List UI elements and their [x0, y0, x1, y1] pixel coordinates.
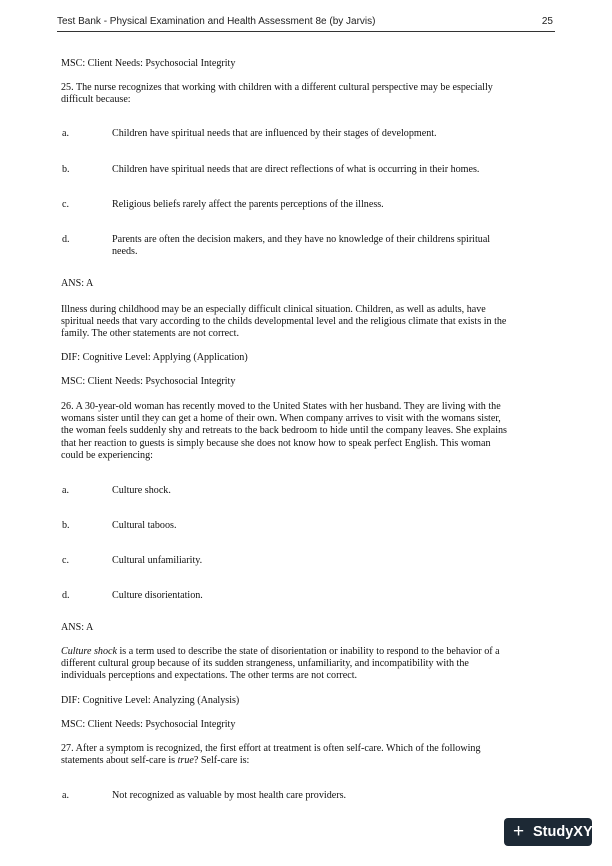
page-header: [57, 15, 555, 32]
option-text: Cultural taboos.: [112, 520, 177, 531]
option-text: Cultural unfamiliarity.: [112, 555, 203, 566]
stem-emphasis: true: [177, 755, 194, 767]
question-25-stem: [61, 82, 551, 106]
rationale-26: [61, 646, 551, 683]
page-number: 25: [541, 16, 553, 27]
rationale-line: is a term used to describe the state of disorientation or inability to respond to the behavior of a: [116, 646, 500, 657]
option-letter: d.: [62, 234, 70, 245]
option-letter: c.: [62, 199, 70, 210]
rationale-25: [61, 304, 551, 341]
rationale-term: Culture shock: [61, 646, 117, 657]
option-text: [112, 234, 544, 258]
question-26-stem: [61, 401, 551, 462]
rationale-line: spiritual needs that vary according to the childs developmental level and the religious climate that exists in the: [61, 316, 507, 328]
stem-line: statements about self-care is: [61, 755, 178, 767]
option-letter: a.: [62, 485, 70, 496]
option-letter: c.: [62, 555, 70, 566]
stem-line: 25. The nurse recognizes that working with children with a different cultural perspective may be especially: [61, 82, 493, 93]
stem-line: the woman feels suddenly shy and retreats to the back bedroom to hide until the company leaves. She explains: [61, 425, 507, 437]
stem-line: 27. After a symptom is recognized, the first effort at treatment is often self-care. Which of the following: [61, 743, 481, 754]
stem-line: that her reaction to guests is simply because she does not know how to speak perfect English. This woman: [61, 437, 491, 449]
option-letter: a.: [62, 790, 70, 801]
dif-25: DIF: Cognitive Level: Applying (Application): [61, 352, 248, 363]
option-text: Children have spiritual needs that are influenced by their stages of development.: [112, 128, 437, 139]
option-text: Children have spiritual needs that are direct reflections of what is occurring in their homes.: [112, 164, 480, 175]
rationale-line: individuals perceptions and expectations. The other terms are not correct.: [61, 670, 358, 682]
option-text: Not recognized as valuable by most health care providers.: [112, 790, 347, 801]
plus-icon: +: [513, 821, 525, 842]
option-letter: d.: [62, 590, 70, 601]
option-letter: b.: [62, 164, 70, 175]
question-27-stem: [61, 743, 551, 767]
msc-line: MSC: Client Needs: Psychosocial Integrity: [61, 58, 236, 69]
dif-26: DIF: Cognitive Level: Analyzing (Analysis): [61, 695, 240, 706]
studyxy-badge[interactable]: [504, 818, 592, 846]
option-letter: b.: [62, 520, 70, 531]
rationale-line: different cultural group because of its sudden strangeness, unfamiliarity, and incompatibility with the: [61, 658, 469, 670]
stem-line: womans sister until they can get a home of their own. When company arrives to visit with the womans sister,: [61, 413, 501, 425]
option-text: Culture shock.: [112, 485, 171, 496]
stem-line: difficult because:: [61, 94, 131, 106]
msc-25: MSC: Client Needs: Psychosocial Integrity: [61, 376, 236, 387]
answer-26: ANS: A: [61, 622, 94, 633]
stem-line: could be experiencing:: [61, 449, 153, 461]
rationale-line: family. The other statements are not correct.: [61, 328, 239, 340]
rationale-line: Illness during childhood may be an especially difficult clinical situation. Children, as well as adults, have: [61, 304, 486, 315]
option-text: Religious beliefs rarely affect the parents perceptions of the illness.: [112, 199, 384, 210]
answer-25: ANS: A: [61, 278, 94, 289]
brand-name: StudyXY: [533, 824, 593, 840]
stem-line: ? Self-care is:: [193, 755, 250, 767]
msc-26: MSC: Client Needs: Psychosocial Integrity: [61, 719, 236, 730]
document-title: Test Bank - Physical Examination and Health Assessment 8e (by Jarvis): [57, 16, 376, 27]
option-text: Culture disorientation.: [112, 590, 203, 601]
option-letter: a.: [62, 128, 70, 139]
option-line: Parents are often the decision makers, and they have no knowledge of their childrens spiritual: [112, 234, 491, 245]
stem-line: 26. A 30-year-old woman has recently moved to the United States with her husband. They are living with the: [61, 401, 501, 412]
option-line: needs.: [112, 246, 138, 258]
